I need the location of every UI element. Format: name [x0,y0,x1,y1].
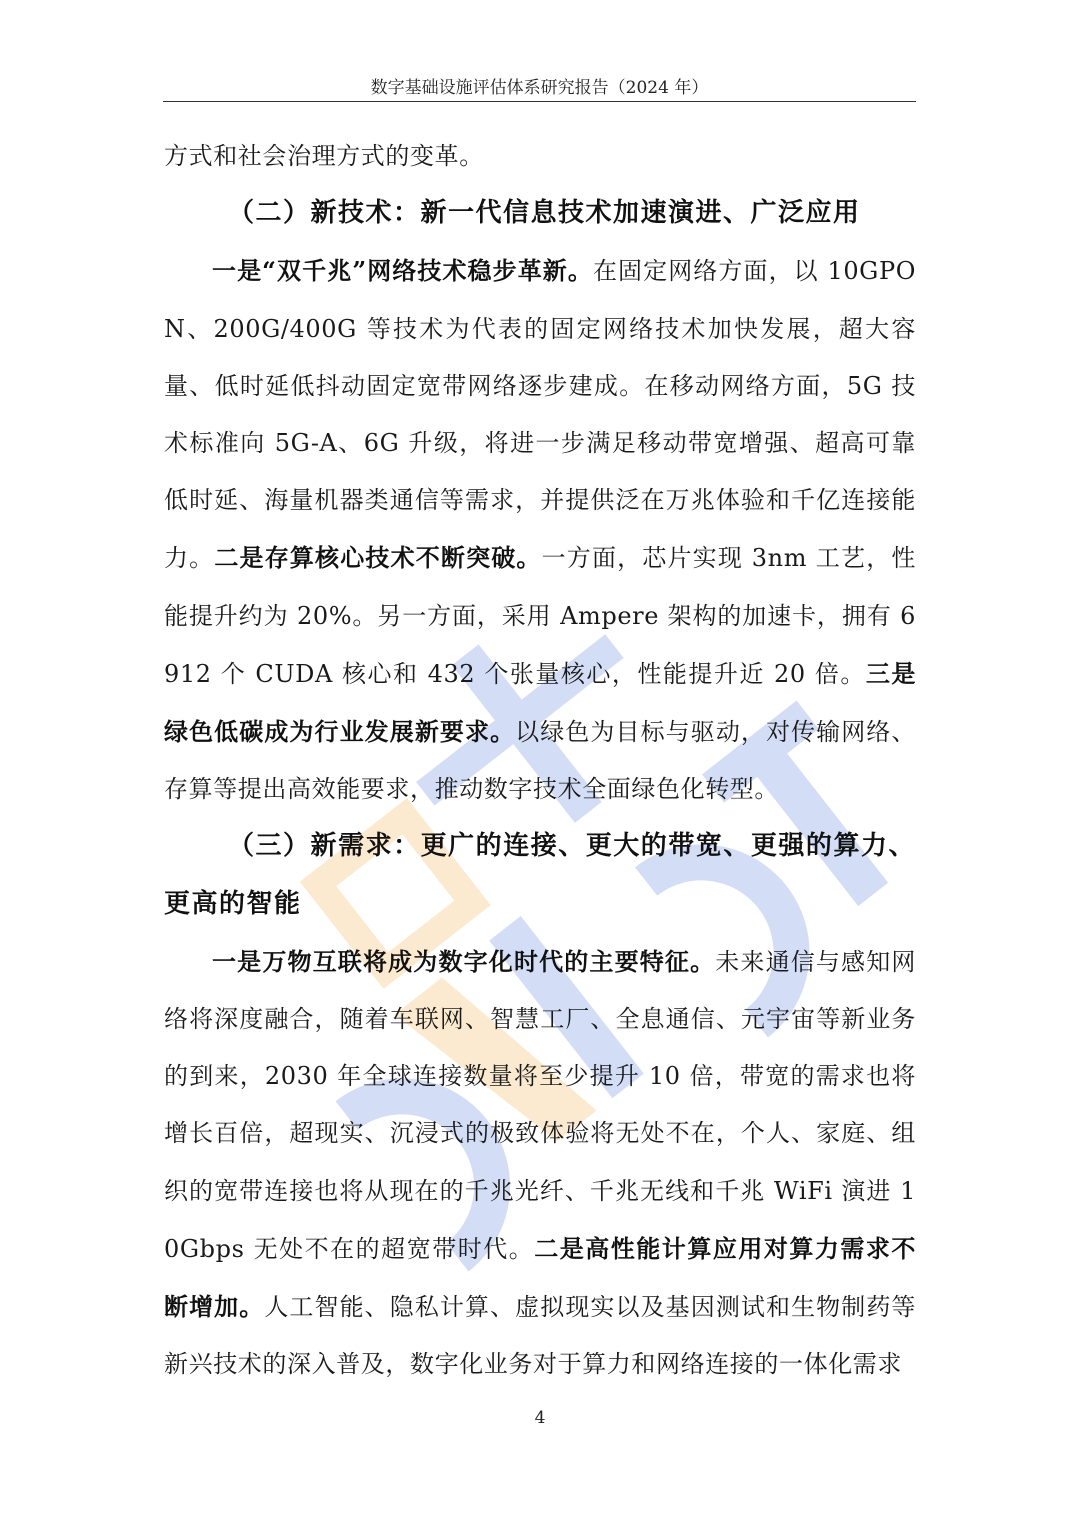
lead-phrase: 一是万物互联将成为数字化时代的主要特征。 [212,946,716,976]
header-divider [163,101,916,102]
paragraph-text: 人工智能、隐私计算、虚拟现实以及基因测试和生物制药等新兴技术的深入普及，数字化业务对于算力和网络连接的一体化需求 [164,1293,916,1379]
section-heading-2: （二）新技术：新一代信息技术加速演进、广泛应用 [228,198,861,229]
lead-phrase: 二是高性能计算应用对算力需求不断增加。 [164,1233,917,1322]
paragraph-text: 在固定网络方面，以 10GPON、200G/400G 等技术为代表的固定网络技术加快发展，超大容量、低时延低抖动固定宽带网络逐步建成。在移动网络方面，5G 技术标准向 5G-A、6G 升级，将进一步满足移动带宽增强、超高可靠低时延、海量机器类通信等需求，并提供泛在万兆体验和千亿连接能力。 [164,257,916,573]
lead-phrase: 一是“双千兆”网络技术稳步革新。 [212,256,593,286]
running-header: 数字基础设施评估体系研究报告（2024 年） [370,78,709,98]
paragraph-new-demand [164,933,916,1394]
paragraph-text: 以绿色为目标与驱动，对传输网络、存算等提出高效能要求，推动数字技术全面绿色化转型。 [164,718,916,804]
paragraph-text: 未来通信与感知网络将深度融合，随着车联网、智慧工厂、全息通信、元宇宙等新业务的到来，2030 年全球连接数量将至少提升 10 倍，带宽的需求也将增长百倍，超现实、沉浸式的极致体验将无处不在，个人、家庭、组织的宽带连接也将从现在的千兆光纤、千兆无线和千兆 WiFi 演进 10Gbps 无处不在的超宽带时代。 [164,947,916,1263]
page-body [164,128,916,1393]
lead-phrase: 二是存算核心技术不断突破。 [214,543,542,573]
page-number: 4 [534,1408,546,1428]
paragraph-new-technology [164,242,916,818]
lead-phrase: 三是绿色低碳成为行业发展新要求。 [164,658,917,747]
section-heading-3: （三）新需求：更广的连接、更大的带宽、更强的算力、更高的智能 [164,831,916,919]
paragraph-text: 一方面，芯片实现 3nm 工艺，性能提升约为 20%。另一方面，采用 Ampere 架构的加速卡，拥有 6912 个 CUDA 核心和 432 个张量核心，性能提升近 20 倍。 [164,544,916,688]
paragraph-continuation: 方式和社会治理方式的变革。 [164,142,484,170]
